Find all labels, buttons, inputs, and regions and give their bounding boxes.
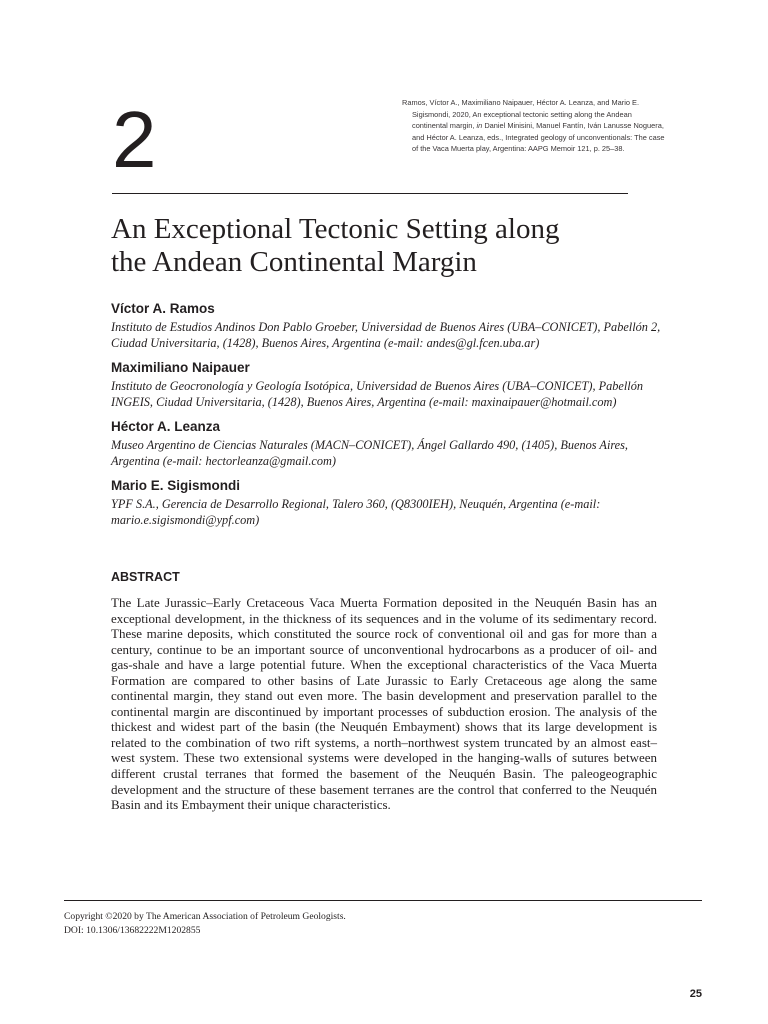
doi-line: DOI: 10.1306/13682222M1202855 <box>64 925 201 936</box>
citation-part1: Ramos, Víctor A., Maximiliano Naipauer, Héctor A. Leanza, and Mario E. Sigismondi, 2020, An exceptional tectonic setting along the Andean continental margin, <box>402 98 640 131</box>
footer-notes <box>64 910 346 938</box>
article-title-line-1: An Exceptional Tectonic Setting along <box>111 213 560 245</box>
author-entry <box>111 418 671 469</box>
copyright-notice: Copyright ©2020 by The American Association of Petroleum Geologists. <box>64 911 346 922</box>
author-entry <box>111 477 671 528</box>
author-affiliation: YPF S.A., Gerencia de Desarrollo Regional, Talero 360, (Q8300IEH), Neuquén, Argentina (e-mail: mario.e.sigismondi@ypf.com) <box>111 497 601 527</box>
header-rule <box>112 193 628 194</box>
citation-part2: Daniel Minisini, Manuel Fantín, Iván Lanusse Noguera, and Héctor A. Leanza, eds., Integrated geology of unconventionals: The case of the Vaca Muerta play, Argentina: AAPG Memoir 121, p. 25–38. <box>412 121 665 154</box>
chapter-number: 2 <box>112 95 155 184</box>
citation-in-word: in <box>476 121 483 131</box>
footer-rule <box>64 900 702 901</box>
author-name: Héctor A. Leanza <box>111 419 221 434</box>
author-affiliation: Instituto de Estudios Andinos Don Pablo Groeber, Universidad de Buenos Aires (UBA–CONICET), Pabellón 2, Ciudad Universitaria, (1428), Buenos Aires, Argentina (e-mail: andes@gl.fcen.uba.ar) <box>111 320 661 350</box>
author-name: Maximiliano Naipauer <box>111 360 250 375</box>
article-title-line-2: the Andean Continental Margin <box>111 246 477 278</box>
article-title <box>111 213 671 279</box>
author-list <box>111 300 671 536</box>
abstract-text: The Late Jurassic–Early Cretaceous Vaca Muerta Formation deposited in the Neuquén Basin has an exceptional development, in the thickness of its sequences and in the volume of its sedimentary record. These marine deposits, which constituted the source rock of conventional oil and gas for more than a century, continue to be an important source of unconventional hydrocarbons as a producer of oil- and gas-shale and have a large potential future. When the exceptional characteristics of the Vaca Muerta Formation are compared to other basins of Late Jurassic to Early Cretaceous age along the same continental margin, they stand out even more. The basin development and preservation parallel to the continental margin are discontinued by important processes of subduction erosion. The analysis of the thickest and widest part of the basin (the Neuquén Embayment) shows that its large development is related to the combination of two rift systems, a north–northwest system truncated by an almost east–west system. These two extensional systems were developed in the hanging-walls of sutures between different crustal terranes that formed the basement of the Neuquén Basin. The paleogeographic development and the structure of these basement terranes are the control that conferred to the Neuquén Basin and its Embayment their unique characteristics. <box>111 595 657 813</box>
author-name: Mario E. Sigismondi <box>111 478 241 493</box>
author-affiliation: Instituto de Geocronología y Geología Isotópica, Universidad de Buenos Aires (UBA–CONICET), Pabellón INGEIS, Ciudad Universitaria, (1428), Buenos Aires, Argentina (e-mail: maxinaipauer@hotmail.com) <box>111 379 643 409</box>
author-affiliation: Museo Argentino de Ciencias Naturales (MACN–CONICET), Ángel Gallardo 490, (1405), Buenos Aires, Argentina (e-mail: hectorleanza@gmail.com) <box>111 438 629 468</box>
page-number: 25 <box>689 988 702 1000</box>
abstract-heading: ABSTRACT <box>111 570 180 584</box>
author-entry <box>111 359 671 410</box>
citation-block <box>402 97 667 155</box>
citation-text <box>402 97 667 155</box>
author-name: Víctor A. Ramos <box>111 301 215 316</box>
author-entry <box>111 300 671 351</box>
